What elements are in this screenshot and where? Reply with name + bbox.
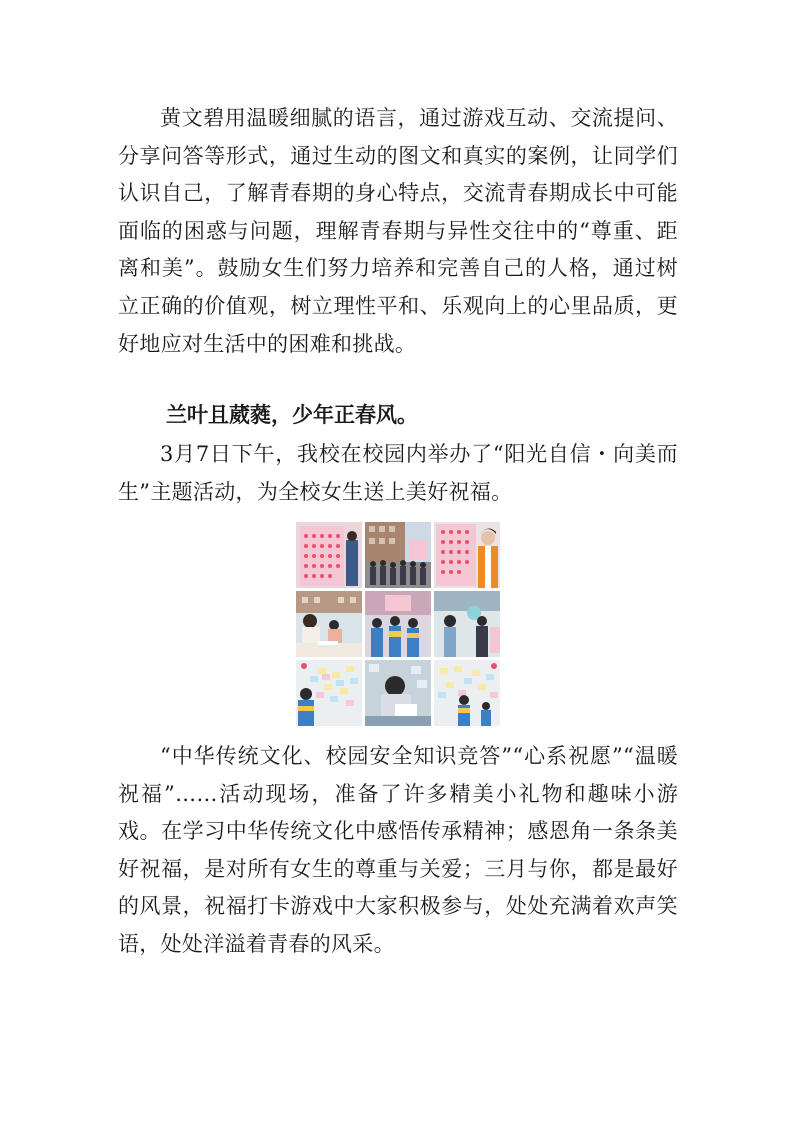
photo-balloon-gift [434,591,500,657]
photo-crowd-building [365,522,431,588]
photo-wall-notes-1 [296,660,362,726]
photo-students-uniforms [365,591,431,657]
section-heading: 兰叶且葳蕤，少年正春风。 [166,403,418,427]
photo-reading-table [296,591,362,657]
body-paragraph-3: “中华传统文化、校园安全知识竞答”“心系祝愿”“温暖祝福”……活动现场，准备了许多精美小礼物和趣味小游戏。在学习中华传统文化中感悟传承精神；感恩角一条条美好祝福，是对所有女生的尊重与关爱；三月与你，都是最好的风景，祝福打卡游戏中大家积极参与，处处充满着欢声笑语，处处洋溢着青春的风采。 [118,744,678,956]
photo-wall-notes-2 [434,660,500,726]
photo-writing-note [365,660,431,726]
photo-collage [296,522,501,727]
body-paragraph-1: 黄文碧用温暖细腻的语言，通过游戏互动、交流提问、分享问答等形式，通过生动的图文和真实的案例，让同学们认识自己，了解青春期的身心特点，交流青春期成长中可能面临的困惑与问题，理解青春期与异性交往中的“尊重、距离和美”。鼓励女生们努力培养和完善自己的人格，通过树立正确的价值观，树立理性平和、乐观向上的心里品质，更好地应对生活中的困难和挑战。 [118,106,678,356]
photo-wish-board-1 [296,522,362,588]
body-paragraph-2: 3月7日下午，我校在校园内举办了“阳光自信・向美而生”主题活动，为全校女生送上美好祝福。 [118,442,678,504]
photo-teacher-board [434,522,500,588]
